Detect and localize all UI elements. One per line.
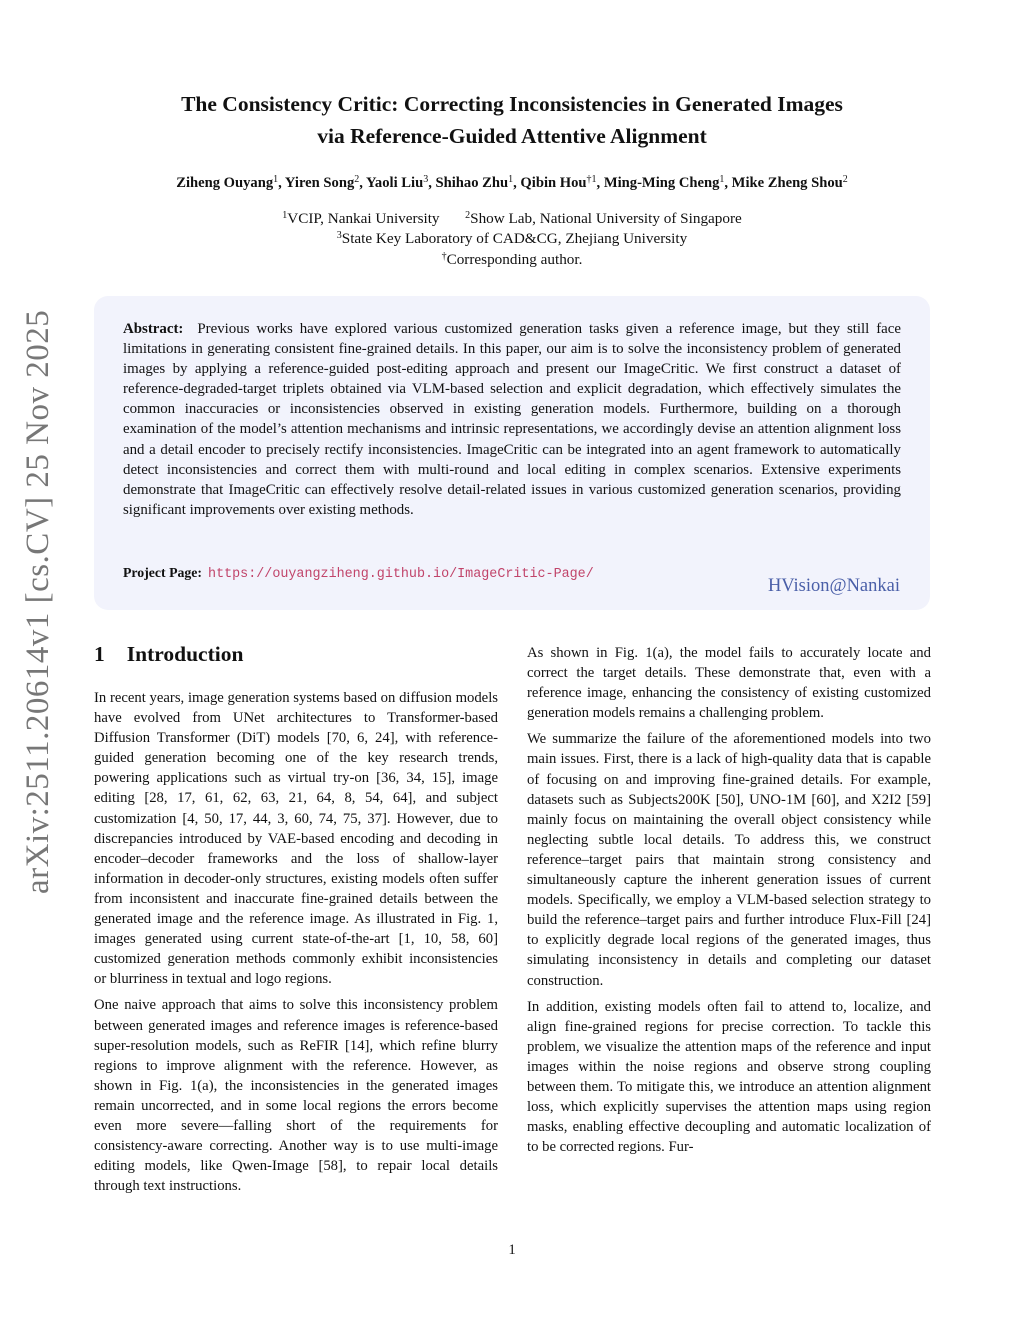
section-number: 1	[94, 642, 105, 666]
affil-mark: 3	[336, 230, 342, 241]
affiliation-line-1	[0, 210, 1024, 228]
corresponding-note	[0, 251, 1024, 269]
affiliation: Show Lab, National University of Singapore	[470, 210, 742, 227]
project-page-label: Project Page:	[123, 565, 203, 580]
page-number: 1	[508, 1242, 516, 1258]
section-title: Introduction	[126, 642, 244, 666]
affiliation: State Key Laboratory of CAD&CG, Zhejiang University	[341, 230, 688, 247]
paragraph: In recent years, image generation systems based on diffusion models have evolved from UNet architectures to Transformer-based Diffusion Transformer (DiT) models [70, 6, 24], with reference-guided generation becoming one of the key research trends, powering applications such as virtual try-on [36, 34, 15], image editing [28, 17, 61, 62, 63, 21, 64, 8, 54, 64], and subject customization [4, 50, 17, 44, 3, 60, 74, 75, 37]. However, due to discrepancies introduced by VAE-based encoding and decoding in encoder–decoder frameworks and the loss of shallow-layer information in decoder-only structures, existing models often suffer from inconsistent and inaccurate fine-grained details between the generated image and the reference image. As illustrated in Fig. 1, images generated using current state-of-the-art [1, 10, 58, 60] customized generation methods commonly exhibit inconsistencies or blurriness in textual and logo regions.	[94, 690, 498, 988]
project-page-link[interactable]: https://ouyangziheng.github.io/ImageCritic-Page/	[208, 567, 594, 582]
paragraph: We summarize the failure of the aforementioned models into two main issues. First, there is a lack of high-quality data that is capable of focusing on and improving fine-grained details. For example, datasets such as Subjects200K [50], UNO-1M [60], and X2I2 [59] mainly focus on maintaining the overall object consistency while neglecting subtle local details. To address this, we construct reference–target pairs that maintain strong consistency and simultaneously capture the inherent generation issues of current models. Specifically, we employ a VLM-based selection strategy to build the reference–target pairs and further introduce Flux-Fill [24] to explicitly degrade local regions of the generated images, thus simulating inconsistency in details and completing our dataset construction.	[527, 731, 931, 989]
corresponding-author-text: Corresponding author.	[446, 251, 583, 268]
paragraph: One naive approach that aims to solve this inconsistency problem between generated images and reference images is reference-based super-resolution models, such as ReFIR [14], which refine blurry regions to improve alignment with the reference. However, as shown in Fig. 1(a), the inconsistencies in the generated images remain uncorrected, and in some local regions the errors become even more severe—falling short of the requirements for consistency-aware correcting. Another way is to use multi-image editing models, like Qwen-Image [58], to repair local details through text instructions.	[94, 997, 498, 1195]
paper-title-line-2: via Reference-Guided Attentive Alignment	[317, 124, 707, 148]
author-name: Qibin Hou	[520, 175, 587, 191]
affil-mark: †	[441, 251, 447, 262]
lab-watermark: HVision@Nankai	[767, 576, 900, 596]
paper-title-line-1: The Consistency Critic: Correcting Inconsistencies in Generated Images	[181, 92, 843, 116]
author-affil-mark: 1	[273, 174, 279, 185]
paper-title	[0, 88, 1024, 152]
abstract	[123, 319, 901, 520]
author-name: Shihao Zhu	[435, 175, 509, 191]
paragraph: As shown in Fig. 1(a), the model fails to accurately locate and correct the target details. These demonstrate that, even with a reference image, enhancing the consistency of existing customized generation models remains a challenging problem.	[527, 645, 931, 722]
author-affil-mark: †1	[586, 174, 597, 185]
author-affil-mark: 1	[719, 174, 725, 185]
abstract-text: Previous works have explored various customized generation tasks given a reference image, but they still face limitations in generating consistent fine-grained details. In this paper, our aim is to solve the inconsistency problem of generated images by applying a reference-guided post-editing approach and present our ImageCritic. We first construct a dataset of reference-degraded-target triplets obtained via VLM-based selection and explicit degradation, which effectively simulates the common inaccuracies or inconsistencies observed in existing generation models. Furthermore, building on a thorough examination of the model’s attention mechanisms and intrinsic representations, we accordingly devise an attention alignment loss and a detail encoder to precisely rectify inconsistencies. ImageCritic can be integrated into an agent framework to automatically detect inconsistencies and correct them with multi-round and local editing in complex scenarios. Extensive experiments demonstrate that ImageCritic can effectively resolve detail-related issues in various customized generation scenarios, providing significant improvements over existing methods.	[123, 321, 901, 518]
arxiv-identifier: arXiv:2511.20614v1 [cs.CV] 25 Nov 2025	[20, 309, 56, 894]
author-name: Mike Zheng Shou	[731, 175, 843, 191]
abstract-label: Abstract:	[123, 321, 184, 337]
section-heading	[94, 642, 243, 667]
affiliation-line-2	[0, 230, 1024, 248]
author-affil-mark: 3	[423, 174, 429, 185]
affil-mark: 2	[465, 210, 471, 221]
author-affil-mark: 2	[354, 174, 360, 185]
author-list: Ziheng Ouyang$^1$, Yiren Song$^2$, Yaoli Liu$^3$, Shihao Zhu$^1$, Qibin Hou$^{\dagger 1}$, Ming-Ming Cheng$^1$, Mike Zheng Shou$^2$	[176, 174, 848, 191]
left-column	[94, 688, 498, 1202]
author-name: Yaoli Liu	[366, 175, 424, 191]
author-name: Yiren Song	[284, 175, 355, 191]
project-page	[123, 565, 594, 582]
right-column	[527, 643, 931, 1163]
author-affil-mark: 1	[508, 174, 514, 185]
affiliation: VCIP, Nankai University	[287, 210, 440, 227]
paragraph: In addition, existing models often fail to attend to, localize, and align fine-grained regions for precise correction. To tackle this problem, we visualize the attention maps of the reference and input images within the noise regions and observe strong coupling between them. To mitigate this, we introduce an attention alignment loss, which explicitly supervises the attention maps using region masks, enabling effective decoupling and automatic localization of to be corrected regions. Fur-	[527, 998, 931, 1156]
author-name: Ziheng Ouyang	[176, 175, 274, 191]
author-name: Ming-Ming Cheng	[603, 175, 720, 191]
affil-mark: 1	[282, 210, 288, 221]
author-affil-mark: 2	[842, 174, 848, 185]
